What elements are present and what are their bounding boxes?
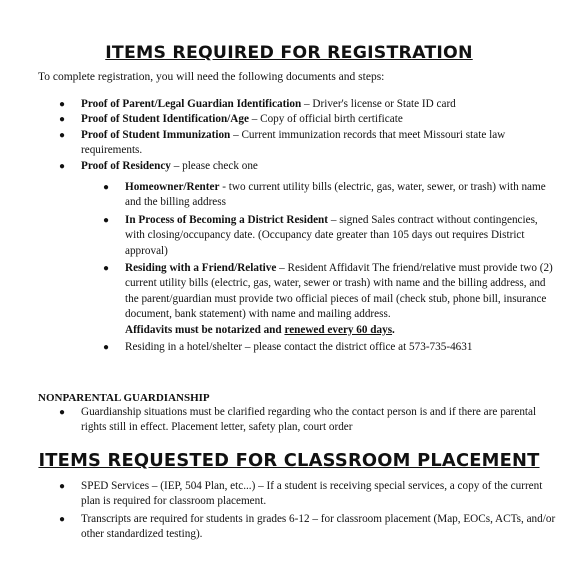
- nonparental-list: [59, 405, 561, 436]
- bullet-icon: ●: [59, 160, 66, 172]
- item-text: – Copy of official birth certificate: [248, 113, 403, 126]
- bullet-icon: ●: [59, 407, 66, 418]
- list-item: [59, 159, 561, 174]
- placement-list: [59, 479, 561, 543]
- item-text: SPED Services – (IEP, 504 Plan, etc...) – If a student is receiving special services, a copy of the current plan is required for classroom placement.: [81, 480, 543, 508]
- list-item: [59, 479, 561, 510]
- list-item: [59, 112, 561, 127]
- list-item: [103, 340, 555, 355]
- list-item: [59, 128, 561, 159]
- item-label: Homeowner/Renter: [125, 181, 220, 193]
- proof-list: [59, 97, 561, 174]
- item-text: – please check one: [170, 159, 258, 172]
- item-label: Proof of Parent/Legal Guardian Identification: [81, 98, 302, 110]
- affidavit-renewal: renewed every 60 days: [284, 323, 393, 336]
- item-text: Transcripts are required for students in grades 6-12 – for classroom placement (Map, EOCs, ACTs, and/or other standardized testing).: [81, 512, 556, 541]
- bullet-icon: ●: [59, 513, 66, 525]
- list-item: [103, 213, 555, 259]
- item-text: Guardianship situations must be clarified regarding who the contact person is and if there are parental rights still in effect. Placement letter, safety plan, court order: [81, 406, 537, 434]
- bullet-icon: ●: [59, 481, 66, 492]
- item-text: – signed Sales contract without contingencies, with closing/occupancy date. (Occupancy date greater than 105 days out requires District approval): [125, 213, 538, 257]
- list-item: [103, 180, 555, 211]
- placement-heading: ITEMS REQUESTED FOR CLASSROOM PLACEMENT: [38, 451, 540, 471]
- list-item: [59, 405, 561, 436]
- list-item: [59, 97, 561, 112]
- list-item: [59, 512, 561, 543]
- item-label: Proof of Student Immunization: [81, 128, 231, 141]
- bullet-icon: ●: [103, 263, 110, 275]
- item-label: In Process of Becoming a District Resident: [125, 213, 329, 226]
- bullet-icon: ●: [59, 99, 66, 110]
- bullet-icon: ●: [59, 114, 66, 126]
- affidavit-note-end: .: [392, 323, 395, 336]
- item-label: Proof of Residency: [81, 159, 171, 172]
- list-item: [103, 261, 555, 338]
- item-text: – Resident Affidavit The friend/relative must provide two (2) current utility bills (electric, gas, water, sewer or trash) with name and the billing address, and the parent/guardian must provide two official pieces of mail (check stub, phone bill, insurance document, bank statement) with name and mailing address.: [125, 262, 553, 321]
- intro-text: To complete registration, you will need the following documents and steps:: [38, 71, 385, 83]
- item-label: Proof of Student Identification/Age: [81, 113, 249, 126]
- item-label: Residing with a Friend/Relative: [125, 262, 277, 275]
- item-text: Residing in a hotel/shelter – please contact the district office at 573-735-4631: [125, 341, 473, 354]
- item-text: – Current immunization records that meet Missouri state law requirements.: [81, 128, 506, 157]
- bullet-icon: ●: [103, 214, 110, 226]
- bullet-icon: ●: [59, 129, 66, 141]
- nonparental-heading: NONPARENTAL GUARDIANSHIP: [38, 392, 210, 404]
- bullet-icon: ●: [103, 182, 110, 193]
- residency-options-list: [103, 180, 555, 355]
- registration-heading: ITEMS REQUIRED FOR REGISTRATION: [105, 43, 473, 63]
- affidavit-note: Affidavits must be notarized and: [125, 323, 285, 336]
- bullet-icon: ●: [103, 342, 110, 354]
- item-text: - two current utility bills (electric, gas, water, sewer, or trash) with name and the billing address: [125, 181, 546, 209]
- item-text: – Driver's license or State ID card: [301, 98, 456, 110]
